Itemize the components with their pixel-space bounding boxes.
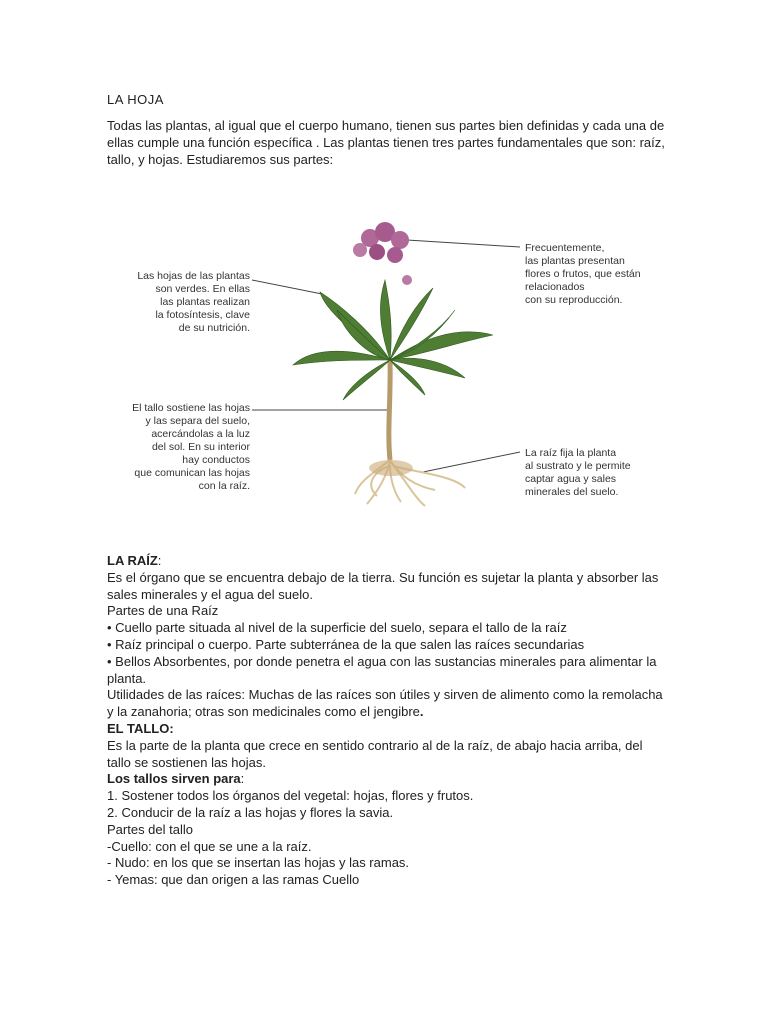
leaves-shape [293, 280, 493, 400]
body-sections [107, 553, 667, 889]
stem-use-1: 1. Sostener todos los órganos del vegetal: hojas, flores y frutos. [107, 788, 474, 804]
stem-uses-heading-suffix: : [240, 771, 245, 787]
stem-description: Es la parte de la planta que crece en sentido contrario al de la raíz, de abajo hacia arriba, del tallo se sostienen las hojas. [107, 737, 643, 770]
intro-paragraph: Todas las plantas, al igual que el cuerpo humano, tienen sus partes bien definidas y cada una de ellas cumple una función específica . Las plantas tienen tres partes fundamentales que son: raíz, tallo, y hojas. Estudiaremos sus partes: [107, 118, 665, 167]
stem-part-buds: - Yemas: que dan origen a las ramas Cuello [107, 872, 360, 888]
page-title: LA HOJA [107, 92, 164, 107]
stem-label: El tallo sostiene las hojas y las separa del suelo, acercándolas a la luz del sol. En su interior hay conductos que comunican las hojas con la raíz. [132, 402, 250, 492]
root-uses-text: Utilidades de las raíces: Muchas de las raíces son útiles y sirven de alimento como la remolacha y la zanahoria; otras son medicinales como el jengibre [107, 687, 663, 720]
stem-part-neck: -Cuello: con el que se une a la raíz. [107, 838, 312, 854]
root-label: La raíz fija la planta al sustrato y le permite captar agua y sales minerales del suelo. [525, 447, 631, 498]
root-description: Es el órgano que se encuentra debajo de la tierra. Su función es sujetar la planta y absorber las sales minerales y el agua del suelo. [107, 569, 659, 602]
stem-parts-title: Partes del tallo [107, 821, 193, 837]
root-part-neck: • Cuello parte situada al nivel de la superficie del suelo, separa el tallo de la raíz [107, 620, 567, 636]
root-uses [107, 687, 667, 721]
leaves-label: Las hojas de las plantas son verdes. En ellas las plantas realizan la fotosíntesis, clave de su nutrición. [137, 270, 250, 334]
flowers-pointer-line [407, 240, 520, 247]
root-heading-suffix: : [157, 553, 162, 568]
root-heading-text: LA RAÍZ [107, 553, 158, 568]
leaves-pointer-line [252, 280, 322, 294]
stem-uses-heading-text: Los tallos sirven para [107, 771, 241, 787]
plant-diagram [115, 210, 655, 515]
stem-heading: EL TALLO: [107, 720, 174, 736]
root-parts-title: Partes de una Raíz [107, 603, 219, 619]
stem-part-node: - Nudo: en los que se insertan las hojas y las ramas. [107, 855, 410, 871]
root-part-main: • Raíz principal o cuerpo. Parte subterránea de la que salen las raíces secundarias [107, 636, 585, 652]
flowers-shape [353, 222, 412, 285]
flowers-label: Frecuentemente, las plantas presentan flores o frutos, que están relacionados con su reproducción. [525, 242, 641, 306]
root-part-hairs: • Bellos Absorbentes, por donde penetra el agua con las sustancias minerales para alimentar la planta. [107, 653, 657, 686]
stem-use-2: 2. Conducir de la raíz a las hojas y flores la savia. [107, 804, 394, 820]
root-uses-end: . [419, 704, 424, 720]
stem-shape [389, 360, 390, 460]
root-heading [107, 553, 667, 570]
stem-uses-heading [107, 771, 667, 788]
root-pointer-line [423, 452, 520, 472]
root-crown [369, 460, 413, 476]
